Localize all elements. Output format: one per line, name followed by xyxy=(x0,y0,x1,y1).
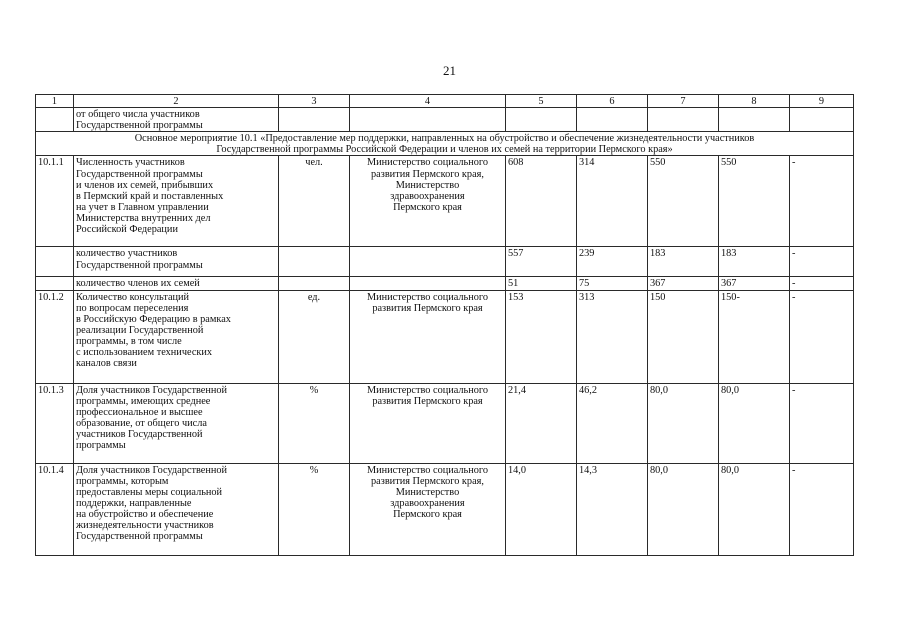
executor-cell: Министерство социального развития Пермского края, Министерство здравоохранения Пермского края xyxy=(350,463,506,555)
value-col6: 75 xyxy=(577,277,648,290)
row-number-cell: 10.1.4 xyxy=(36,463,74,555)
value-col9: - xyxy=(790,247,854,277)
description-cell: Численность участников Государственной программы и членов их семей, прибывших в Пермский край и поставленных на учет в Главном управлении Министерства внутренних дел Российской Федерации xyxy=(74,156,279,247)
value-col8: 367 xyxy=(719,277,790,290)
value-col5: 557 xyxy=(506,247,577,277)
value-col6: 239 xyxy=(577,247,648,277)
value-col7: 80,0 xyxy=(648,463,719,555)
column-header: 6 xyxy=(577,95,648,108)
value-col9: - xyxy=(790,463,854,555)
value-col6: 14,3 xyxy=(577,463,648,555)
value-col7: 183 xyxy=(648,247,719,277)
description-cell: количество участников Государственной программы xyxy=(74,247,279,277)
executor-cell xyxy=(350,247,506,277)
value-col7: 80,0 xyxy=(648,383,719,463)
section-heading: Основное мероприятие 10.1 «Предоставление мер поддержки, направленных на обустройство и обеспечение жизнедеятельности участников Государственной программы Российской Федерации и членов их семей на территории Пермского края» xyxy=(36,132,854,156)
row-number-cell: 10.1.2 xyxy=(36,290,74,383)
value-col8: 550 xyxy=(719,156,790,247)
row-number-cell: 10.1.1 xyxy=(36,156,74,247)
value-col9: - xyxy=(790,383,854,463)
value-col6: 46,2 xyxy=(577,383,648,463)
value-col7: 367 xyxy=(648,277,719,290)
value-col7: 550 xyxy=(648,156,719,247)
unit-cell: % xyxy=(279,383,350,463)
value-col5: 608 xyxy=(506,156,577,247)
column-header: 9 xyxy=(790,95,854,108)
table-row xyxy=(36,463,854,555)
column-header: 1 xyxy=(36,95,74,108)
value-col7: 150 xyxy=(648,290,719,383)
row-number-cell xyxy=(36,108,74,132)
executor-cell: Министерство социального развития Пермского края xyxy=(350,383,506,463)
unit-cell: чел. xyxy=(279,156,350,247)
table-row xyxy=(36,247,854,277)
unit-cell xyxy=(279,247,350,277)
value-col8: 80,0 xyxy=(719,383,790,463)
column-header: 4 xyxy=(350,95,506,108)
row-number-cell xyxy=(36,247,74,277)
indicators-table xyxy=(35,94,854,556)
unit-cell xyxy=(279,277,350,290)
column-header: 8 xyxy=(719,95,790,108)
table-row xyxy=(36,290,854,383)
column-header: 2 xyxy=(74,95,279,108)
column-header: 7 xyxy=(648,95,719,108)
table-row xyxy=(36,277,854,290)
description-cell: Доля участников Государственной программы, имеющих среднее профессиональное и высшее образование, от общего числа участников Государственной программы xyxy=(74,383,279,463)
description-cell: Количество консультаций по вопросам переселения в Российскую Федерацию в рамках реализации Государственной программы, в том числе с использованием технических каналов связи xyxy=(74,290,279,383)
description-cell: от общего числа участников Государственной программы xyxy=(74,108,279,132)
value-col9: - xyxy=(790,290,854,383)
value-col8: 183 xyxy=(719,247,790,277)
value-col8: 150- xyxy=(719,290,790,383)
executor-cell: Министерство социального развития Пермского края xyxy=(350,290,506,383)
description-cell: Доля участников Государственной программы, которым предоставлены меры социальной поддержки, направленные на обустройство и обеспечение жизнедеятельности участников Государственной программы xyxy=(74,463,279,555)
row-number-cell xyxy=(36,277,74,290)
column-header-row xyxy=(36,95,854,108)
value-col5: 14,0 xyxy=(506,463,577,555)
continuation-row xyxy=(36,108,854,132)
value-col5: 21,4 xyxy=(506,383,577,463)
executor-cell: Министерство социального развития Пермского края, Министерство здравоохранения Пермского края xyxy=(350,156,506,247)
value-col9: - xyxy=(790,156,854,247)
column-header: 3 xyxy=(279,95,350,108)
page-number: 21 xyxy=(443,63,456,78)
value-col6: 314 xyxy=(577,156,648,247)
unit-cell: ед. xyxy=(279,290,350,383)
value-col8: 80,0 xyxy=(719,463,790,555)
table-row xyxy=(36,156,854,247)
description-cell: количество членов их семей xyxy=(74,277,279,290)
value-col5: 51 xyxy=(506,277,577,290)
unit-cell: % xyxy=(279,463,350,555)
executor-cell xyxy=(350,277,506,290)
value-col5: 153 xyxy=(506,290,577,383)
value-col6: 313 xyxy=(577,290,648,383)
column-header: 5 xyxy=(506,95,577,108)
row-number-cell: 10.1.3 xyxy=(36,383,74,463)
value-col9: - xyxy=(790,277,854,290)
section-row xyxy=(36,132,854,156)
table-row xyxy=(36,383,854,463)
